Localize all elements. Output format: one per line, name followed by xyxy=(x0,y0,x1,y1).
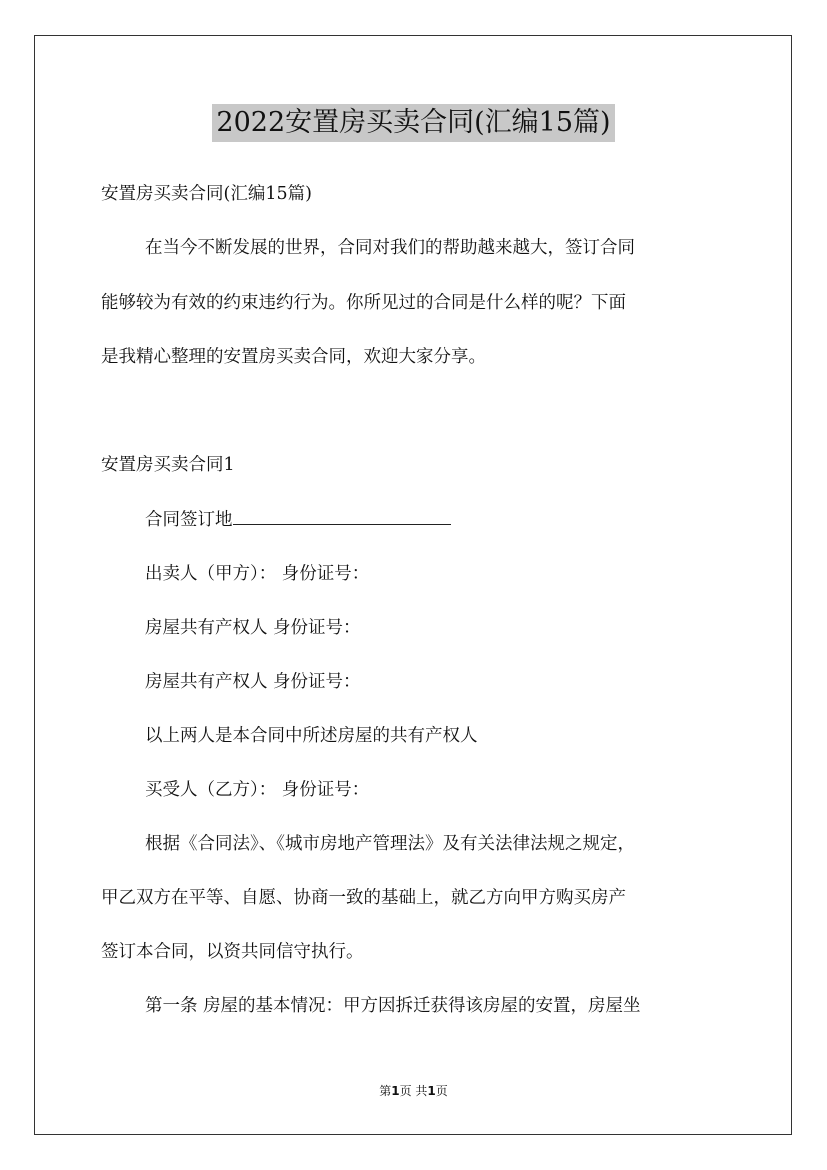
co-owner-line-2: 房屋共有产权人 身份证号： xyxy=(145,672,361,692)
section-heading: 安置房买卖合同1 xyxy=(101,455,235,475)
co-owner-note: 以上两人是本合同中所述房屋的共有产权人 xyxy=(145,726,478,746)
document-title: 2022安置房买卖合同(汇编15篇) xyxy=(212,104,614,142)
footer-suffix: 页 xyxy=(435,1084,448,1098)
co-owner-line-1: 房屋共有产权人 身份证号： xyxy=(145,618,361,638)
footer-prefix: 第 xyxy=(379,1084,392,1098)
page-footer xyxy=(0,1083,827,1099)
contract-place-blank xyxy=(233,507,451,525)
contract-place-label: 合同签订地 xyxy=(145,510,233,530)
para2-line-3: 签订本合同，以资共同信守执行。 xyxy=(101,942,364,962)
seller-line: 出卖人（甲方）： 身份证号： xyxy=(145,564,370,584)
intro-line-1: 在当今不断发展的世界，合同对我们的帮助越来越大，签订合同 xyxy=(145,238,635,258)
footer-mid: 页 共 xyxy=(399,1084,428,1098)
title-wrap xyxy=(0,104,827,142)
buyer-line: 买受人（乙方）： 身份证号： xyxy=(145,780,370,800)
para2-line-1: 根据《合同法》、《城市房地产管理法》及有关法律法规之规定， xyxy=(145,834,635,854)
intro-line-3: 是我精心整理的安置房买卖合同，欢迎大家分享。 xyxy=(101,347,486,367)
intro-line-2: 能够较为有效的约束违约行为。你所见过的合同是什么样的呢？下面 xyxy=(101,293,626,313)
footer-page-total: 1 xyxy=(427,1084,436,1098)
contract-place-line xyxy=(145,507,727,532)
para2-line-2: 甲乙双方在平等、自愿、协商一致的基础上，就乙方向甲方购买房产 xyxy=(101,888,626,908)
document-subtitle: 安置房买卖合同(汇编15篇) xyxy=(101,184,312,204)
article-1-line: 第一条 房屋的基本情况：甲方因拆迁获得该房屋的安置，房屋坐 xyxy=(145,996,641,1016)
footer-page-number: 1 xyxy=(391,1084,400,1098)
